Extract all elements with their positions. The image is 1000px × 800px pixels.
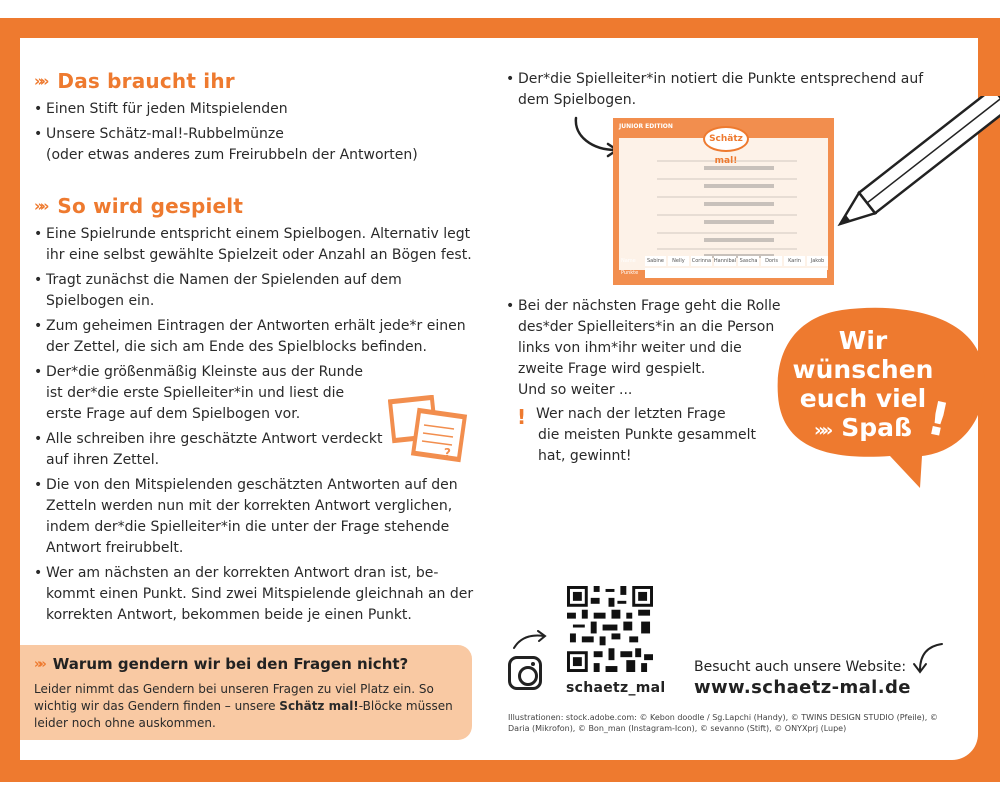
- gender-title-text: Warum gendern wir bei den Fragen nicht?: [52, 655, 409, 673]
- website-link[interactable]: www.schaetz-mal.de: [694, 677, 911, 698]
- player-name: Sabine: [646, 258, 664, 264]
- list-item: • Zum geheimen Eintragen der Antworten erhält jede*r einen der Zettel, die sich am Ende des Spielblocks befinden.: [34, 316, 474, 358]
- chevrons-icon: »»: [34, 197, 46, 215]
- note-line: Und so weiter ...: [518, 382, 633, 398]
- player-name: Hannibal: [713, 258, 737, 264]
- player-name: Karin: [784, 256, 805, 266]
- section-title: Das braucht ihr: [57, 69, 235, 93]
- winner-line: hat, gewinnt!: [538, 448, 632, 464]
- player-name: Jakob: [807, 256, 828, 266]
- list-item: • Unsere Schätz-mal!-Rubbelmünze: [34, 124, 454, 145]
- list-item-continued: (oder etwas anderes zum Freirubbeln der Antworten): [46, 147, 418, 163]
- player-name: Sascha: [739, 258, 758, 264]
- brand-name: Schätz mal!: [279, 699, 359, 713]
- gender-title: [34, 655, 408, 673]
- arrow-icon: [512, 630, 548, 650]
- exclamation-icon: !: [517, 405, 527, 429]
- list-item: • Der*die größenmäßig Kleinste aus der Runde ist der*die erste Spielleiter*in und liest die erste Frage auf dem Spielbogen vor.: [34, 362, 474, 425]
- speech-line: Wir: [838, 326, 888, 355]
- gender-text: [34, 681, 464, 732]
- note-line: Bei der nächsten Frage geht die Rolle: [518, 298, 781, 314]
- chevrons-icon: »»: [34, 656, 43, 672]
- next-question-note: [506, 296, 786, 405]
- player-name: Nelly: [668, 256, 689, 266]
- winner-line: Wer nach der letzten Frage: [536, 406, 726, 422]
- list-item: • Eine Spielrunde entspricht einem Spielbogen. Alternativ legt ihr eine selbst gewählte Spielzeit oder Anzahl an Bögen fest.: [34, 224, 474, 266]
- pencil-icon: [816, 96, 1000, 246]
- tally-row: [645, 268, 827, 278]
- list-item: [506, 296, 786, 401]
- section-heading-needs: [34, 69, 235, 93]
- speech-bubble-text: [788, 326, 938, 445]
- list-item: • Die von den Mitspielenden geschätzten Antworten auf den Zetteln werden nun mit der korrekten Antwort verglichen, indem der*die Spielleiter*in die unter der Frage stehende Antwort freirubbelt.: [34, 475, 474, 559]
- section-heading-howto: [34, 194, 243, 218]
- chevrons-icon: »»: [34, 72, 46, 90]
- needs-list: [34, 99, 454, 170]
- visit-text: Besucht auch unsere Website:: [694, 659, 907, 675]
- sheet-logo: Schätz mal!: [703, 126, 749, 152]
- game-sheet-illustration: [613, 118, 834, 285]
- gender-info-box: [20, 645, 472, 740]
- speech-last-word: Spaß: [841, 413, 913, 442]
- svg-text:?: ?: [444, 446, 451, 460]
- qr-code[interactable]: [567, 586, 653, 672]
- speech-line: euch viel: [799, 384, 927, 413]
- list-item: • Einen Stift für jeden Mitspielenden: [34, 99, 454, 120]
- instagram-icon[interactable]: [508, 656, 542, 690]
- list-item: • Wer am nächsten an der korrekten Antwort dran ist, be-kommt einen Punkt. Sind zwei Mitspielende gleichnah an der korrekten Antwort, bekommen beide je einen Punkt.: [34, 563, 474, 626]
- player-name: Doris: [761, 256, 782, 266]
- speech-line: wünschen: [792, 355, 934, 384]
- note-line: links von ihm*ihr weiter und die: [518, 340, 742, 356]
- list-item: • Der*die Spielleiter*in notiert die Punkte entsprechend auf dem Spielbogen.: [506, 69, 926, 111]
- sheet-edition-tag: JUNIOR EDITION: [619, 123, 673, 130]
- winner-line: die meisten Punkte gesammelt: [538, 427, 756, 443]
- answer-slips-illustration: [388, 395, 468, 465]
- speech-exclamation-icon: !: [922, 390, 955, 448]
- note-line: des*der Spielleiters*in an die Person: [518, 319, 775, 335]
- instagram-handle[interactable]: schaetz_mal: [566, 680, 666, 696]
- section-title: So wird gespielt: [57, 194, 244, 218]
- gender-text-part: -Blöcke müssen leider noch ohne auskommen.: [34, 699, 453, 730]
- player-name: Corinna: [691, 258, 712, 264]
- arrow-icon: [906, 640, 946, 676]
- illustration-credits: Illustrationen: stock.adobe.com: © Kebon doodle / Sg.Lapchi (Handy), © TWINS DESIGN STUDIO (Pfeile), © Daria (Mikrofon), © Bon_man (Instagram-Icon), © sevanno (Stift), © ONYXprj (Lupe): [508, 713, 938, 733]
- names-label: Name: [621, 258, 636, 264]
- points-label: Punkte: [621, 270, 639, 276]
- chevrons-icon: »»: [813, 420, 830, 441]
- list-item: • Tragt zunächst die Namen der Spielenden auf dem Spielbogen ein.: [34, 270, 474, 312]
- note-line: zweite Frage wird gespielt.: [518, 361, 706, 377]
- gender-text-part: Leider nimmt das Gendern bei unseren Fragen zu viel Platz ein. So wichtig wir das Gendern finden – unsere: [34, 682, 434, 713]
- list-item: • Alle schreiben ihre geschätzte Antwort verdeckt auf ihren Zettel.: [34, 429, 474, 471]
- speech-last-line: [788, 413, 938, 445]
- winner-text: [536, 404, 756, 467]
